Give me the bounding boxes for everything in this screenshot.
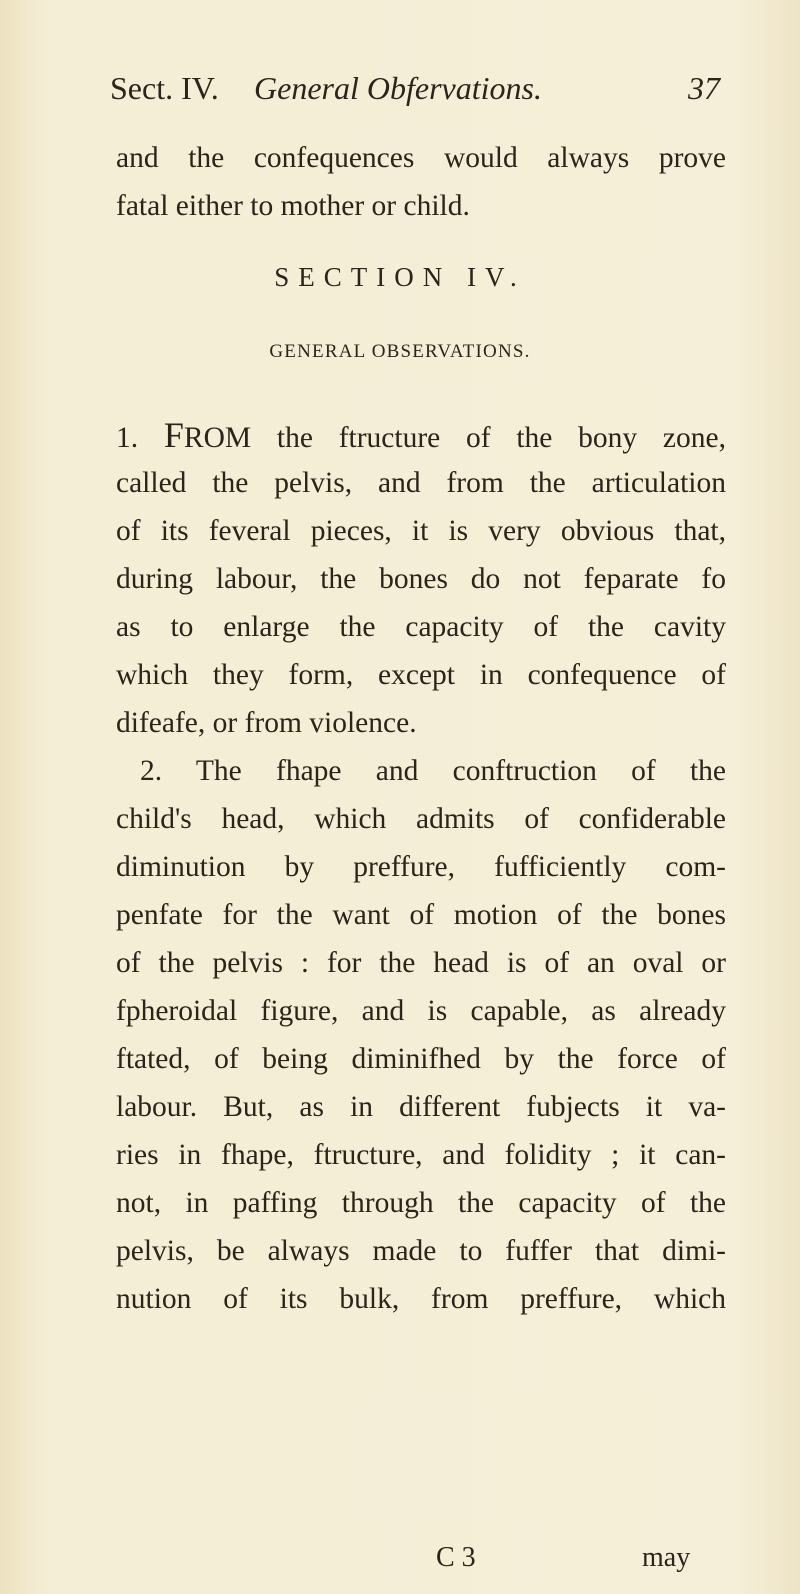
text-line: child's head, which admits of confiderable <box>116 803 726 835</box>
first-line-rest: ROM the ftructure of the bony zone, <box>183 422 726 454</box>
text-line: diminution by preffure, fufficiently com- <box>116 851 726 883</box>
text-line: of its feveral pieces, it is very obvious that, <box>116 515 726 547</box>
text-line: 2. The fhape and conftruction of the <box>140 755 726 787</box>
text-line: of the pelvis : for the head is of an oval or <box>116 947 726 979</box>
text-line: labour. But, as in different fubjects it va- <box>116 1091 726 1123</box>
page-number: 37 <box>688 70 720 106</box>
running-header <box>56 70 744 120</box>
text-line: difeafe, or from violence. <box>116 707 417 739</box>
text-line: called the pelvis, and from the articulation <box>116 467 726 499</box>
signature-mark: C 3 <box>436 1542 476 1573</box>
page-footer <box>0 1542 800 1582</box>
section-reference: Sect. IV. <box>110 70 219 106</box>
text-line <box>116 411 726 459</box>
text-line: ftated, of being diminifhed by the force of <box>116 1043 726 1075</box>
text-line: nution of its bulk, from preffure, which <box>116 1283 726 1315</box>
paragraph-1 <box>116 411 726 747</box>
text-line: during labour, the bones do not feparate fo <box>116 563 726 595</box>
paragraph-2 <box>116 747 726 1323</box>
catchword: may <box>642 1542 691 1573</box>
text-line: penfate for the want of motion of the bones <box>116 899 726 931</box>
text-line: as to enlarge the capacity of the cavity <box>116 611 726 643</box>
text-line: which they form, except in confequence of <box>116 659 726 691</box>
text-line: not, in paffing through the capacity of the <box>116 1187 726 1219</box>
running-title: General Obfervations. <box>254 70 542 106</box>
section-heading: SECTION IV. <box>274 262 526 292</box>
text-line: fpheroidal figure, and is capable, as already <box>116 995 726 1027</box>
text-line: ries in fhape, ftructure, and folidity ; it can- <box>116 1139 726 1171</box>
drop-capital: F <box>163 415 184 455</box>
text-line: and the confequences would always prove <box>116 142 726 174</box>
paragraph-number: 1. <box>116 422 139 454</box>
intro-text <box>116 134 726 230</box>
text-line: fatal either to mother or child. <box>116 190 470 222</box>
section-subheading: GENERAL OBSERVATIONS. <box>269 341 531 362</box>
text-line: pelvis, be always made to fuffer that dimi- <box>116 1235 726 1267</box>
